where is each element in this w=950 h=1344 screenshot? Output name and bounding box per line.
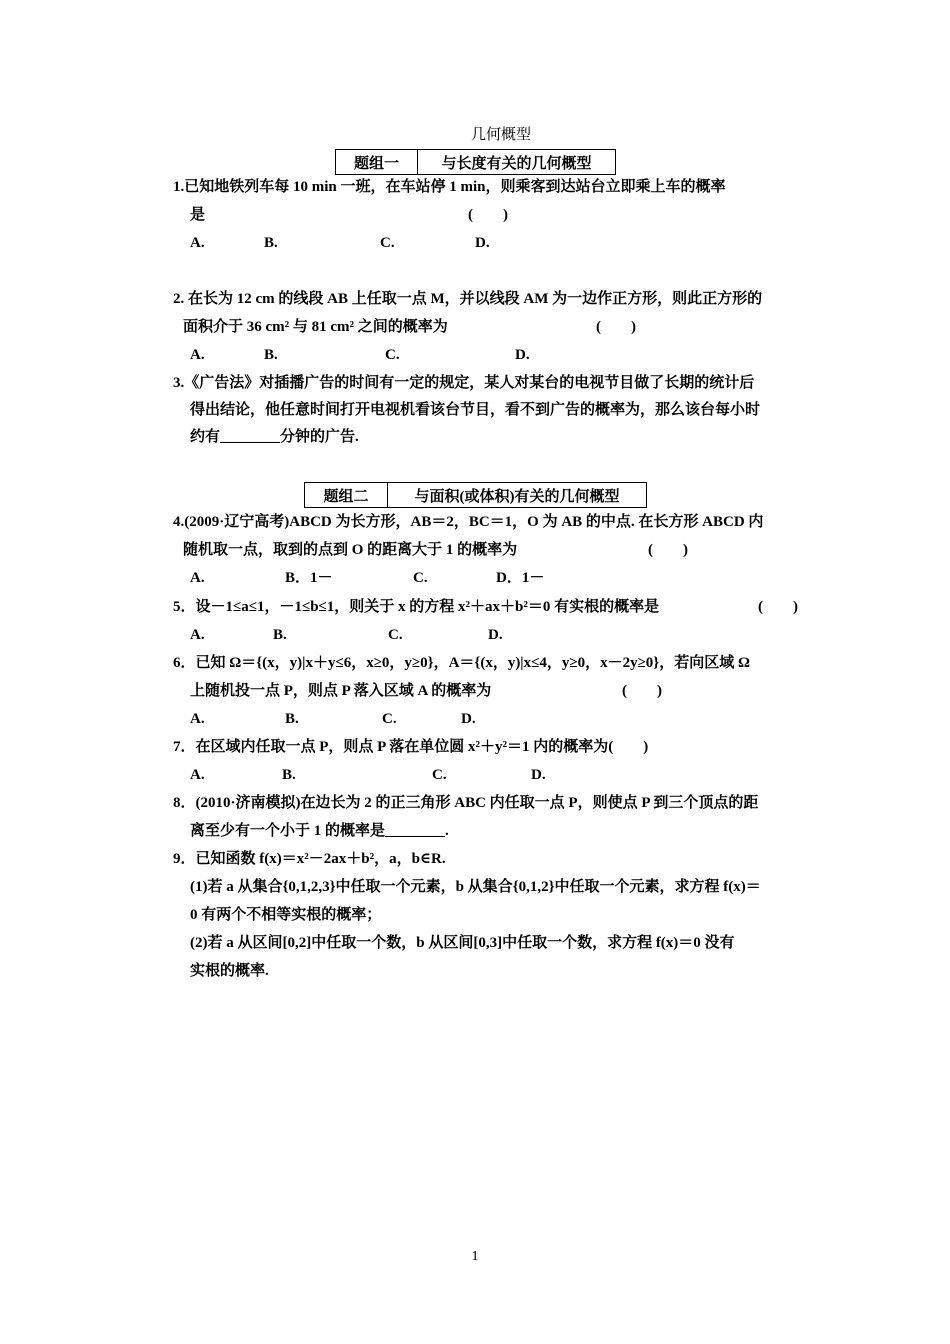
q3-line3: 约有________分钟的广告. (190, 429, 359, 445)
q5-option-b: B. (273, 627, 287, 643)
q6-option-a: A. (190, 711, 205, 727)
q7-option-b: B. (282, 767, 296, 783)
q6-option-b: B. (285, 711, 299, 727)
q2-option-c: C. (385, 347, 400, 363)
q6-line2: 上随机投一点 P，则点 P 落入区域 A 的概率为 (190, 683, 492, 699)
page-number: 1 (471, 1249, 479, 1264)
q1-line1: 1.已知地铁列车每 10 min 一班，在车站停 1 min，则乘客到达站台立即乘上车的概率 (173, 179, 726, 195)
q4-line2: 随机取一点，取到的点到 O 的距离大于 1 的概率为 (183, 542, 518, 558)
q9-part1-line1: (1)若 a 从集合{0,1,2,3}中任取一个元素，b 从集合{0,1,2}中任取一个元素，求方程 f(x)＝ (190, 879, 761, 895)
group1-header (335, 149, 616, 175)
q6-bracket: ( ) (622, 683, 662, 699)
q8-line2: 离至少有一个小于 1 的概率是________. (190, 823, 449, 839)
q7-line1: 7．在区域内任取一点 P，则点 P 落在单位圆 x²＋y²＝1 内的概率为( ) (173, 739, 649, 755)
q4-option-a: A. (190, 570, 205, 586)
q1-option-a: A. (190, 235, 205, 251)
q1-line2: 是 (190, 207, 206, 223)
q2-option-b: B. (264, 347, 278, 363)
group1-topic: 与长度有关的几何概型 (441, 155, 592, 172)
q5-line1: 5．设－1≤a≤1，－1≤b≤1，则关于 x 的方程 x²＋ax＋b²＝0 有实根的概率是 (173, 599, 660, 615)
q2-line2: 面积介于 36 cm² 与 81 cm² 之间的概率为 (183, 319, 448, 335)
q7-option-d: D. (531, 767, 546, 783)
q7-option-c: C. (432, 767, 447, 783)
q4-line1: 4.(2009·辽宁高考)ABCD 为长方形，AB＝2，BC＝1，O 为 AB 的中点. 在长方形 ABCD 内 (173, 514, 764, 530)
group2-header (304, 482, 647, 508)
q9-part2-line2: 实根的概率. (190, 963, 269, 979)
q5-option-c: C. (388, 627, 403, 643)
q1-option-b: B. (264, 235, 278, 251)
group1-label: 题组一 (336, 150, 418, 174)
q9-line1: 9．已知函数 f(x)＝x²－2ax＋b²，a，b∈R. (173, 851, 446, 867)
q4-option-d: D．1－ (496, 570, 545, 586)
q1-bracket: ( ) (468, 207, 508, 223)
q7-option-a: A. (190, 767, 205, 783)
q6-option-d: D. (461, 711, 476, 727)
q8-line1: 8．(2010·济南模拟)在边长为 2 的正三角形 ABC 内任取一点 P，则使点 P 到三个顶点的距 (173, 795, 759, 811)
q1-option-c: C. (380, 235, 395, 251)
q6-option-c: C. (382, 711, 397, 727)
q4-bracket: ( ) (648, 542, 688, 558)
q2-line1: 2. 在长为 12 cm 的线段 AB 上任取一点 M，并以线段 AM 为一边作正方形，则此正方形的 (173, 291, 763, 307)
q2-option-d: D. (515, 347, 530, 363)
q6-line1: 6．已知 Ω＝{(x，y)|x＋y≤6，x≥0，y≥0}，A＝{(x，y)|x≤4，y≥0，x－2y≥0}，若向区域 Ω (173, 655, 750, 671)
q1-option-d: D. (475, 235, 490, 251)
q3-line1: 3.《广告法》对插播广告的时间有一定的规定，某人对某台的电视节目做了长期的统计后 (173, 375, 755, 391)
q9-part2-line1: (2)若 a 从区间[0,2]中任取一个数，b 从区间[0,3]中任取一个数，求方程 f(x)＝0 没有 (190, 935, 735, 951)
q4-option-b: B．1－ (285, 570, 333, 586)
q3-line2: 得出结论，他任意时间打开电视机看该台节目，看不到广告的概率为，那么该台每小时 (190, 402, 761, 418)
group2-topic: 与面积(或体积)有关的几何概型 (414, 488, 620, 505)
q4-option-c: C. (413, 570, 428, 586)
q5-bracket: ( ) (758, 599, 798, 615)
q9-part1-line2: 0 有两个不相等实根的概率； (190, 907, 382, 923)
q5-option-a: A. (190, 627, 205, 643)
q2-option-a: A. (190, 347, 205, 363)
page-title: 几何概型 (470, 127, 531, 143)
group2-label: 题组二 (305, 483, 388, 507)
q2-bracket: ( ) (596, 319, 636, 335)
q5-option-d: D. (488, 627, 503, 643)
